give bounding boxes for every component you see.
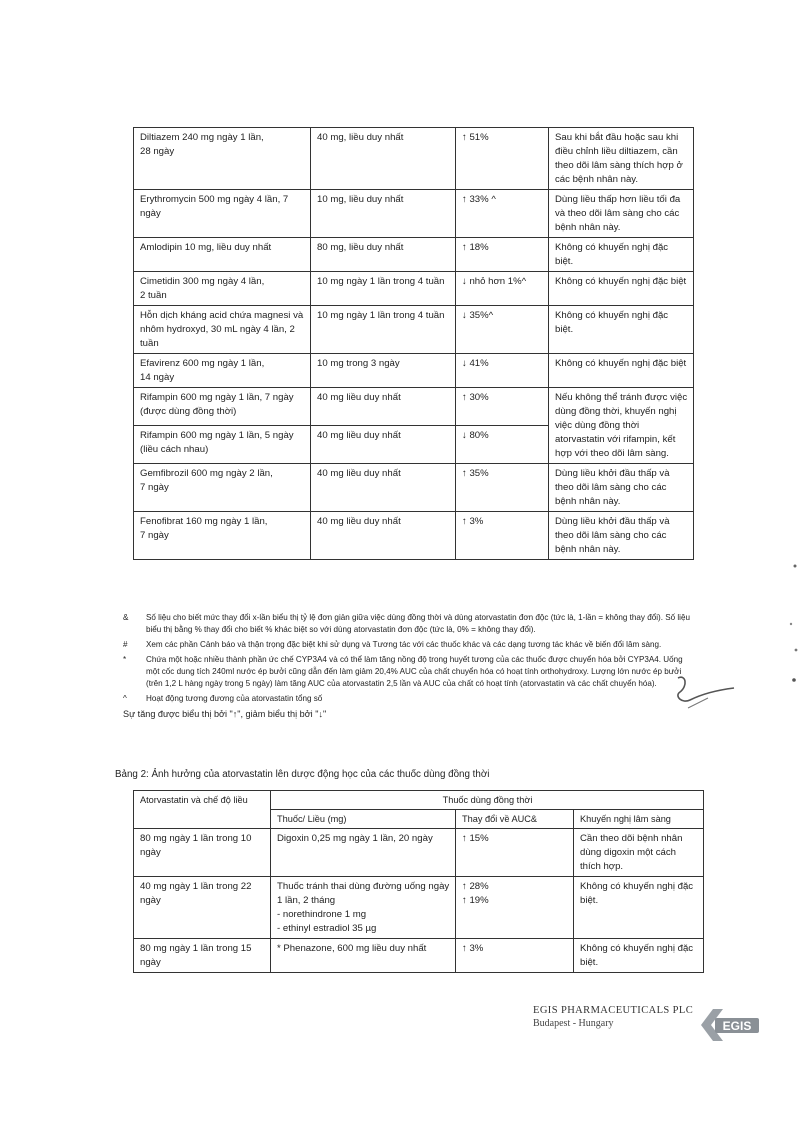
cell-auc-change: ↑ 51%: [456, 128, 549, 190]
cell-coadministered-drug: Cimetidin 300 mg ngày 4 lần, 2 tuần: [134, 272, 311, 306]
cell-coadministered-drug: Diltiazem 240 mg ngày 1 lần, 28 ngày: [134, 128, 311, 190]
cell-recommendation: Không có khuyến nghị đặc biệt.: [549, 238, 694, 272]
table-row: [134, 464, 694, 512]
footnotes: [123, 612, 698, 720]
table-row: [134, 128, 694, 190]
footnote: [123, 639, 698, 651]
table-row: [134, 877, 704, 939]
cell-drug-dose: * Phenazone, 600 mg liều duy nhất: [271, 939, 456, 973]
company-name: EGIS PHARMACEUTICALS PLC: [533, 1005, 694, 1016]
table-row: [134, 190, 694, 238]
footnote-text: Xem các phần Cảnh báo và thận trọng đặc biệt khi sử dụng và Tương tác với các thuốc khác và các dạng tương tác khác về biến đổi lâm sàng.: [146, 640, 662, 649]
logo-text: EGIS: [722, 1019, 752, 1033]
cell-atorvastatin-dose: 10 mg trong 3 ngày: [311, 354, 456, 388]
cell-recommendation: Dùng liều khởi đầu thấp và theo dõi lâm sàng cho các bệnh nhân này.: [549, 464, 694, 512]
cell-auc-change: ↑ 18%: [456, 238, 549, 272]
cell-recommendation: Không có khuyến nghị đặc biệt.: [574, 877, 704, 939]
edge-specks: [782, 560, 800, 690]
cell-atorvastatin-dose: 40 mg, liều duy nhất: [311, 128, 456, 190]
table-row: [134, 272, 694, 306]
company-city: Budapest - Hungary: [533, 1018, 614, 1029]
cell-recommendation: Không có khuyến nghị đặc biệt: [549, 272, 694, 306]
cell-atorvastatin-regimen: 80 mg ngày 1 lần trong 15 ngày: [134, 939, 271, 973]
footnote: [123, 654, 698, 690]
table-row: [134, 829, 704, 877]
interaction-table-1: [133, 127, 694, 560]
footnote: [123, 612, 698, 636]
table-row: [134, 306, 694, 354]
cell-recommendation: Dùng liều khởi đầu thấp và theo dõi lâm sàng cho các bệnh nhân này.: [549, 512, 694, 560]
cell-atorvastatin-regimen: 80 mg ngày 1 lần trong 10 ngày: [134, 829, 271, 877]
footnote-text: Chứa một hoặc nhiều thành phần ức chế CYP3A4 và có thể làm tăng nồng độ trong huyết tương của các thuốc được chuyển hóa bởi CYP3A4. Uống một cốc dung tích 240ml nước ép bưởi cũng dẫn đến làm giảm 20,4% AUC của chất chuyển hóa có hoạt tính orthohydroxy. Lượng lớn nước ép bưởi (trên 1,2 L hàng ngày trong 5 ngày) làm tăng AUC của atorvastatin 2,5 lần và AUC của chất có hoạt tính (atorvastatin và các chất chuyển hóa).: [146, 655, 683, 688]
cell-recommendation: Sau khi bắt đầu hoặc sau khi điều chỉnh liều diltiazem, cần theo dõi lâm sàng thích hợp ở các bệnh nhân này.: [549, 128, 694, 190]
cell-recommendation: Không có khuyến nghị đặc biệt.: [549, 306, 694, 354]
cell-atorvastatin-dose: 10 mg ngày 1 lần trong 4 tuần: [311, 272, 456, 306]
footnote-text: Số liệu cho biết mức thay đổi x-lần biểu thị tỷ lệ đơn giản giữa việc dùng đồng thời và dùng atorvastatin đơn độc (tức là, 1-lần = không thay đổi). Số liệu biểu thị bằng % thay đổi cho biết % khác biệt so với dùng atorvastatin đơn độc (tức là, 0% = không thay đổi).: [146, 613, 690, 634]
table-row: [134, 238, 694, 272]
cell-recommendation: Nếu không thể tránh được việc dùng đồng thời, khuyến nghị việc dùng đồng thời atorvastatin với rifampin, kết hợp với theo dõi lâm sàng.: [549, 388, 694, 464]
cell-auc-change: ↑ 3%: [456, 512, 549, 560]
cell-auc-change: ↓ 35%^: [456, 306, 549, 354]
cell-atorvastatin-dose: 40 mg liều duy nhất: [311, 512, 456, 560]
table-row: [134, 388, 694, 426]
table-2-header-regimen: Atorvastatin và chế độ liều: [134, 791, 271, 829]
cell-coadministered-drug: Rifampin 600 mg ngày 1 lần, 5 ngày (liều cách nhau): [134, 426, 311, 464]
cell-coadministered-drug: Fenofibrat 160 mg ngày 1 lần, 7 ngày: [134, 512, 311, 560]
cell-auc-change: ↑ 28% ↑ 19%: [456, 877, 574, 939]
company-footer: [533, 1005, 763, 1045]
cell-auc-change: ↑ 3%: [456, 939, 574, 973]
cell-atorvastatin-dose: 10 mg, liều duy nhất: [311, 190, 456, 238]
cell-recommendation: Không có khuyến nghị đặc biệt.: [574, 939, 704, 973]
cell-recommendation: Không có khuyến nghị đặc biệt: [549, 354, 694, 388]
cell-auc-change: ↓ 80%: [456, 426, 549, 464]
table-2-header-drug: Thuốc/ Liều (mg): [271, 810, 456, 829]
cell-coadministered-drug: Gemfibrozil 600 mg ngày 2 lần, 7 ngày: [134, 464, 311, 512]
cell-drug-dose: Digoxin 0,25 mg ngày 1 lần, 20 ngày: [271, 829, 456, 877]
cell-recommendation: Dùng liều thấp hơn liều tối đa và theo dõi lâm sàng cho các bệnh nhân này.: [549, 190, 694, 238]
cell-drug-dose: Thuốc tránh thai dùng đường uống ngày 1 lần, 2 tháng - norethindrone 1 mg - ethinyl estradiol 35 µg: [271, 877, 456, 939]
cell-auc-change: ↑ 15%: [456, 829, 574, 877]
table-2-header-recommendation: Khuyến nghị lâm sàng: [574, 810, 704, 829]
cell-auc-change: ↑ 33% ^: [456, 190, 549, 238]
table-row: [134, 512, 694, 560]
table-2-header-group: Thuốc dùng đồng thời: [271, 791, 704, 810]
cell-coadministered-drug: Erythromycin 500 mg ngày 4 lần, 7 ngày: [134, 190, 311, 238]
table-2-header-auc: Thay đổi về AUC&: [456, 810, 574, 829]
cell-atorvastatin-dose: 40 mg liều duy nhất: [311, 388, 456, 426]
legend-line: Sự tăng được biểu thị bởi "↑", giảm biểu thị bởi "↓": [123, 709, 327, 719]
cell-recommendation: Cần theo dõi bệnh nhân dùng digoxin một cách thích hợp.: [574, 829, 704, 877]
cell-auc-change: ↓ nhỏ hơn 1%^: [456, 272, 549, 306]
cell-atorvastatin-dose: 40 mg liều duy nhất: [311, 464, 456, 512]
table-row: [134, 354, 694, 388]
cell-coadministered-drug: Rifampin 600 mg ngày 1 lần, 7 ngày (được dùng đồng thời): [134, 388, 311, 426]
cell-atorvastatin-dose: 40 mg liều duy nhất: [311, 426, 456, 464]
cell-auc-change: ↓ 41%: [456, 354, 549, 388]
footnote-symbol: *: [123, 655, 127, 664]
cell-auc-change: ↑ 30%: [456, 388, 549, 426]
egis-logo: [693, 1005, 763, 1045]
footnote-symbol: &: [123, 613, 129, 622]
footnote-text: Hoạt động tương đương của atorvastatin tổng số: [146, 694, 323, 703]
cell-coadministered-drug: Hỗn dịch kháng acid chứa magnesi và nhôm hydroxyd, 30 mL ngày 4 lần, 2 tuần: [134, 306, 311, 354]
signature-scribble: [668, 668, 738, 718]
table-row: [134, 939, 704, 973]
interaction-table-2: [133, 790, 704, 973]
cell-auc-change: ↑ 35%: [456, 464, 549, 512]
cell-coadministered-drug: Efavirenz 600 mg ngày 1 lần, 14 ngày: [134, 354, 311, 388]
cell-coadministered-drug: Amlodipin 10 mg, liều duy nhất: [134, 238, 311, 272]
footnote-symbol: ^: [123, 694, 127, 703]
cell-atorvastatin-dose: 80 mg, liều duy nhất: [311, 238, 456, 272]
cell-atorvastatin-regimen: 40 mg ngày 1 lần trong 22 ngày: [134, 877, 271, 939]
footnote: [123, 693, 698, 705]
cell-atorvastatin-dose: 10 mg ngày 1 lần trong 4 tuần: [311, 306, 456, 354]
footnote-symbol: #: [123, 640, 128, 649]
table-2-title: Bảng 2: Ảnh hưởng của atorvastatin lên dược động học của các thuốc dùng đồng thời: [115, 769, 490, 780]
